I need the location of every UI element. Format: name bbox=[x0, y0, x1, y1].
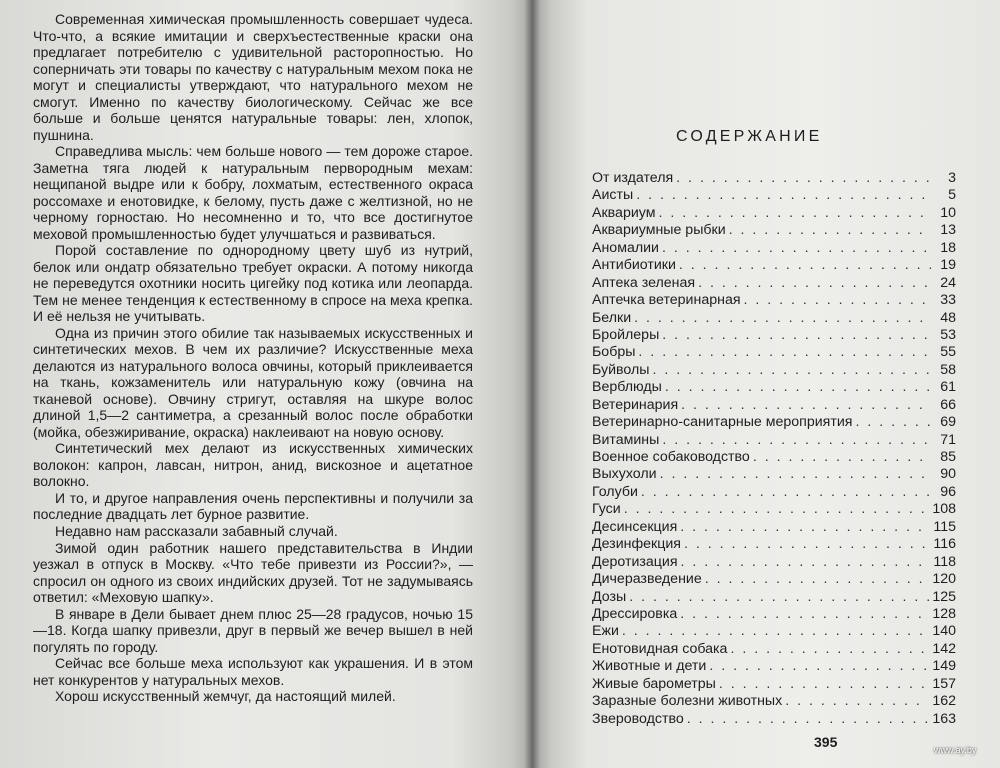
toc-leader-dots bbox=[638, 344, 931, 360]
toc-entry bbox=[592, 205, 956, 222]
paragraph: Современная химическая промышленность совершает чудеса. Что-что, а всякие имитации и сверхъестественные краски она предлагает потребителю с удивительной расторопностью. Но соперничать эти товары по качеству с натуральным мехом пока не могут и специалисты утверждают, что натурального мехом не смогут. Именно по качеству биологическому. Сейчас же все больше и больше ценятся натуральные товары: лен, хлопок, пушнина. bbox=[33, 11, 473, 143]
toc-entry-page: 116 bbox=[933, 536, 956, 553]
toc-leader-dots bbox=[641, 484, 931, 500]
toc-entry-page: 115 bbox=[933, 518, 956, 535]
toc-entry bbox=[592, 571, 956, 588]
toc-entry bbox=[592, 379, 956, 396]
toc-entry-label: Животные и дети bbox=[592, 658, 707, 675]
toc-leader-dots bbox=[729, 222, 931, 238]
toc-entry bbox=[592, 222, 956, 239]
toc-entry-label: Бобры bbox=[592, 344, 636, 361]
toc-entry-label: Военное собаководство bbox=[592, 449, 750, 465]
toc-entry-page: 128 bbox=[932, 605, 956, 622]
toc-entry-page: 10 bbox=[940, 204, 956, 221]
paragraph: И то, и другое направления очень перспективны и получили за последние двадцать лет бурное развитие. bbox=[33, 489, 473, 523]
toc-leader-dots bbox=[652, 362, 931, 378]
toc-entry-page: 53 bbox=[940, 326, 956, 343]
toc-entry-label: Дрессировка bbox=[592, 605, 678, 622]
toc-entry-label: Белки bbox=[592, 309, 632, 326]
toc-entry bbox=[592, 187, 956, 204]
toc-entry-label: Ветеринария bbox=[592, 396, 679, 413]
toc-leader-dots bbox=[680, 519, 930, 535]
toc-leader-dots bbox=[785, 693, 929, 709]
toc-entry bbox=[592, 292, 956, 309]
toc-entry-page: 18 bbox=[940, 239, 956, 256]
toc-leader-dots bbox=[681, 397, 931, 413]
toc-entry bbox=[592, 623, 956, 640]
toc-leader-dots bbox=[662, 240, 931, 256]
toc-entry-page: 71 bbox=[940, 431, 956, 448]
toc-title: СОДЕРЖАНИЕ bbox=[676, 128, 823, 145]
toc-entry bbox=[592, 449, 956, 466]
toc-entry-page: 118 bbox=[933, 553, 956, 570]
toc-entry-label: Голуби bbox=[592, 483, 638, 500]
toc-leader-dots bbox=[681, 554, 931, 570]
toc-leader-dots bbox=[660, 466, 931, 482]
toc-entry-page: 96 bbox=[940, 483, 956, 500]
paragraph: Хорош искусственный жемчуг, да настоящий милей. bbox=[55, 688, 396, 705]
toc-entry-page: 157 bbox=[932, 675, 956, 692]
toc-entry bbox=[592, 327, 956, 344]
toc-leader-dots bbox=[855, 414, 931, 430]
toc-leader-dots bbox=[622, 623, 929, 639]
paragraph: Сейчас все больше меха используют как украшения. И в этом нет конкурентов у натуральных мехов. bbox=[33, 655, 473, 688]
book-spine-shadow bbox=[524, 0, 540, 768]
toc-leader-dots bbox=[662, 432, 931, 448]
toc-entry-page: 66 bbox=[940, 396, 956, 413]
paragraph: Недавно нам рассказали забавный случай. bbox=[55, 522, 338, 539]
toc-entry-page: 90 bbox=[940, 466, 956, 483]
toc-entry-label: Аптечка ветеринарная bbox=[592, 292, 741, 309]
toc-entry bbox=[592, 257, 956, 274]
toc-entry-page: 48 bbox=[940, 309, 956, 326]
toc-leader-dots bbox=[636, 187, 931, 203]
toc-entry bbox=[592, 693, 956, 710]
toc-entry bbox=[592, 432, 956, 449]
toc-entry-page: 19 bbox=[940, 257, 956, 274]
toc-entry-page: 149 bbox=[932, 658, 956, 675]
toc-entry-label: Буйволы bbox=[592, 361, 650, 378]
toc-entry bbox=[592, 554, 956, 571]
toc-entry bbox=[592, 275, 956, 292]
toc-leader-dots bbox=[719, 676, 930, 692]
toc-entry-label: Дезинфекция bbox=[592, 536, 681, 553]
toc-entry-page: 61 bbox=[940, 379, 956, 396]
toc-entry-label: Витамины bbox=[592, 431, 660, 448]
toc-entry-label: Енотовидная собака bbox=[592, 640, 728, 657]
toc-entry-label: Живые барометры bbox=[592, 675, 716, 692]
toc-leader-dots bbox=[680, 606, 929, 622]
toc-leader-dots bbox=[665, 379, 931, 395]
toc-entry-label: Верблюды bbox=[592, 379, 662, 396]
table-of-contents bbox=[592, 170, 956, 728]
toc-entry bbox=[592, 344, 956, 361]
toc-leader-dots bbox=[753, 449, 931, 465]
toc-entry-label: Десинсекция bbox=[592, 518, 678, 535]
paragraph: Справедлива мысль: чем больше нового — тем дороже старое. Заметна тяга людей к натуральным первородным мехам: нещипаной выдре или к бобру, лохматым, естественного окраса россомахе и енотовидке, к белому, пусть даже с желтизной, но не черному горностаю. Но несомненно и то, что все достигнутое меховой промышленностью будет улучшаться и развиваться. bbox=[33, 143, 473, 242]
toc-entry-page: 3 bbox=[948, 170, 956, 186]
toc-leader-dots bbox=[662, 327, 931, 343]
toc-leader-dots bbox=[730, 641, 929, 657]
toc-entry-page: 162 bbox=[932, 693, 956, 710]
toc-leader-dots bbox=[679, 257, 931, 273]
toc-entry bbox=[592, 501, 956, 518]
toc-entry bbox=[592, 658, 956, 675]
toc-leader-dots bbox=[684, 536, 930, 552]
toc-entry-label: Выхухоли bbox=[592, 466, 657, 483]
toc-entry-label: Дичеразведение bbox=[592, 571, 702, 588]
toc-leader-dots bbox=[687, 711, 930, 727]
paragraph: Синтетический мех делают из искусственных химических волокон: капрон, лавсан, нитрон, анид, вискозное и ацетатное волокно. bbox=[33, 440, 473, 490]
toc-entry-label: Аквариумные рыбки bbox=[592, 222, 726, 239]
toc-entry bbox=[592, 240, 956, 257]
toc-entry-page: 85 bbox=[940, 449, 956, 465]
toc-leader-dots bbox=[705, 571, 930, 587]
toc-entry-page: 108 bbox=[932, 501, 956, 518]
toc-entry bbox=[592, 589, 956, 606]
toc-entry-page: 24 bbox=[940, 274, 956, 291]
toc-leader-dots bbox=[629, 589, 929, 605]
toc-entry bbox=[592, 170, 956, 187]
toc-entry-label: Бройлеры bbox=[592, 326, 660, 343]
toc-entry-label: Аптека зеленая bbox=[592, 274, 696, 291]
paragraph: Порой составление по однородному цвету шуб из нутрий, белок или ондатр обязательно требует окраски. А потому никогда не переведутся охотники носить цигейку под котика или леопарда. Тем не менее тенденция к естественному в спросе на меха крепка. И её нельзя не учитывать. bbox=[33, 242, 473, 325]
toc-leader-dots bbox=[658, 205, 931, 221]
toc-entry bbox=[592, 362, 956, 379]
toc-entry-page: 5 bbox=[948, 187, 956, 204]
toc-entry-label: Аквариум bbox=[592, 204, 656, 221]
toc-entry-page: 55 bbox=[940, 344, 956, 361]
toc-entry-page: 125 bbox=[932, 588, 956, 605]
toc-leader-dots bbox=[744, 292, 931, 308]
toc-entry-page: 58 bbox=[940, 361, 956, 378]
toc-entry-label: Ветеринарно-санитарные мероприятия bbox=[592, 414, 853, 431]
toc-entry bbox=[592, 414, 956, 431]
toc-entry-page: 142 bbox=[932, 640, 956, 657]
watermark: www.ay.by bbox=[934, 745, 977, 755]
left-page-text bbox=[33, 11, 473, 705]
toc-leader-dots bbox=[634, 310, 931, 326]
toc-entry bbox=[592, 397, 956, 414]
toc-entry-page: 120 bbox=[932, 571, 956, 588]
toc-leader-dots bbox=[709, 658, 929, 674]
page-number: 395 bbox=[814, 734, 838, 750]
toc-entry-label: Аномалии bbox=[592, 239, 659, 256]
paragraph: Одна из причин этого обилие так называемых искусственных и синтетических мехов. В чем их различие? Искусственные меха делаются из натурального волоса овчины, который приклеивается на ткань, кожзаменитель или натуральную кожу (овчина на тканевой основе). Овчину стригут, оставляя на шкуре волос длиной 1,5—2 сантиметра, а срезанный волос после обработки (мойка, обезжиривание, окраска) наклеивают на новую основу. bbox=[33, 324, 473, 440]
toc-entry bbox=[592, 466, 956, 483]
toc-entry-label: Звероводство bbox=[592, 710, 684, 727]
paragraph: Зимой один работник нашего представительства в Индии уезжал в отпуск в Москву. «Что тебе привезти из России?», — спросил он одного из своих индийских друзей. Тот не задумываясь ответил: «Меховую шапку». bbox=[33, 539, 473, 606]
toc-entry-page: 33 bbox=[940, 292, 956, 309]
toc-entry bbox=[592, 536, 956, 553]
toc-entry bbox=[592, 606, 956, 623]
toc-leader-dots bbox=[698, 275, 931, 291]
paragraph: В январе в Дели бывает днем плюс 25—28 градусов, ночью 15—18. Когда шапку привезли, друг в первый же вечер вышел в ней погулять по городу. bbox=[33, 605, 473, 655]
toc-entry-label: Деротизация bbox=[592, 553, 678, 570]
toc-entry bbox=[592, 676, 956, 693]
toc-entry bbox=[592, 310, 956, 327]
toc-entry bbox=[592, 711, 956, 728]
toc-entry-label: Дозы bbox=[592, 588, 627, 605]
right-page bbox=[532, 0, 1000, 768]
toc-leader-dots bbox=[624, 501, 930, 517]
toc-entry bbox=[592, 484, 956, 501]
toc-entry-page: 140 bbox=[932, 623, 956, 640]
toc-entry-page: 69 bbox=[940, 414, 956, 431]
toc-entry-label: Аисты bbox=[592, 187, 634, 204]
toc-entry-label: Антибиотики bbox=[592, 257, 676, 274]
toc-entry-page: 163 bbox=[932, 710, 956, 727]
toc-entry-label: Заразные болезни животных bbox=[592, 693, 783, 710]
toc-entry bbox=[592, 519, 956, 536]
toc-entry-page: 13 bbox=[940, 222, 956, 239]
toc-entry-label: Гуси bbox=[592, 501, 621, 518]
toc-entry bbox=[592, 641, 956, 658]
toc-entry-label: Ежи bbox=[592, 623, 619, 640]
toc-leader-dots bbox=[676, 170, 931, 186]
toc-entry-label: От издателя bbox=[592, 170, 674, 186]
